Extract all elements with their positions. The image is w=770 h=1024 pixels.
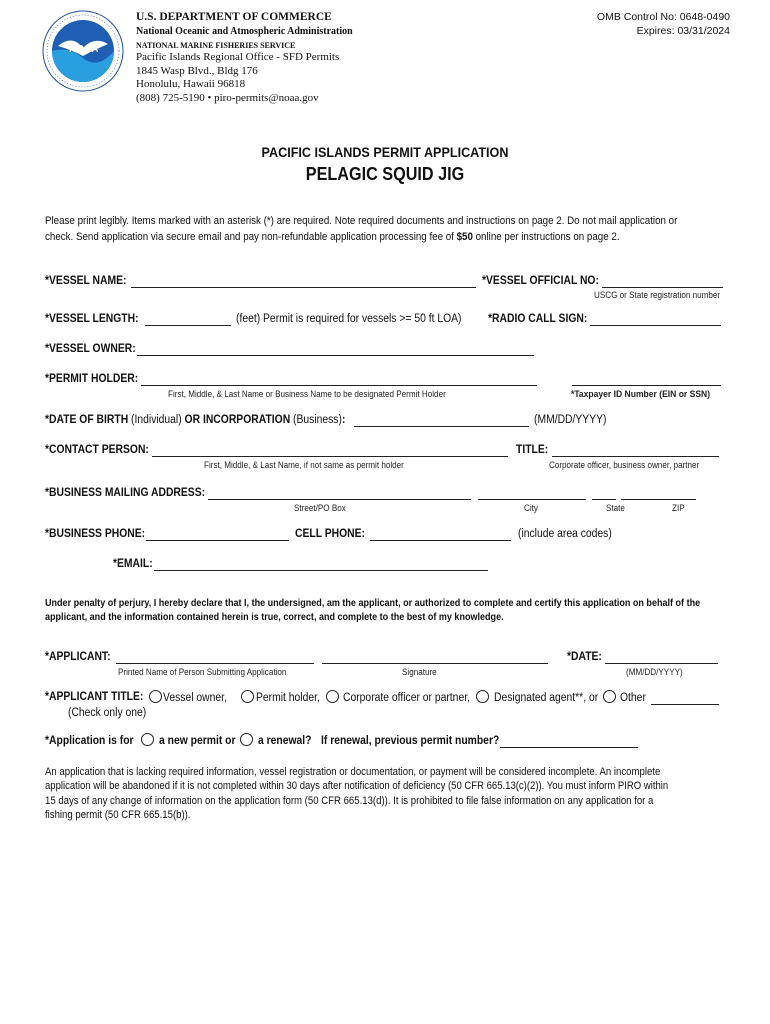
omb-expires: Expires: 03/31/2024 [636, 25, 730, 37]
other-option: Other [620, 692, 646, 704]
vessel-length-note: (feet) Permit is required for vessels >= 50 ft LOA) [236, 313, 462, 325]
date-label: *DATE: [567, 651, 602, 663]
application-for-label: *Application is for [45, 735, 134, 747]
office-contact: (808) 725-5190 • piro-permits@noaa.gov [136, 92, 319, 104]
applicant-printed-name-input[interactable] [116, 649, 314, 664]
city-note: City [524, 503, 538, 513]
other-radio[interactable] [603, 690, 616, 703]
noaa-logo [42, 10, 124, 92]
corporate-officer-radio[interactable] [326, 690, 339, 703]
title-label: TITLE: [516, 444, 549, 456]
state-input[interactable] [592, 485, 616, 500]
contact-person-note: First, Middle, & Last Name, if not same as permit holder [204, 460, 404, 470]
applicant-title-label: *APPLICANT TITLE: [45, 691, 144, 703]
vessel-owner-input[interactable] [137, 341, 534, 356]
renewal-option: a renewal? [258, 735, 312, 747]
footer-line-2: application will be abandoned if it is not completed within 30 days after notification of deficiency (50 CFR 665.13(c)(2)). You must inform PIRO within [45, 780, 669, 792]
signature-note: Signature [402, 667, 437, 677]
vessel-owner-option: Vessel owner, [163, 692, 227, 704]
office-name: Pacific Islands Regional Office - SFD Permits [136, 51, 340, 63]
date-format-note: (MM/DD/YYYY) [626, 667, 683, 677]
vessel-official-no-input[interactable] [602, 273, 723, 288]
office-address-1: 1845 Wasp Blvd., Bldg 176 [136, 65, 258, 77]
date-input[interactable] [605, 649, 718, 664]
radio-call-sign-label: *RADIO CALL SIGN: [488, 313, 588, 325]
dob-label [45, 414, 345, 426]
contact-person-label: *CONTACT PERSON: [45, 444, 149, 456]
dob-label-d: (Business) [290, 414, 342, 426]
dob-label-a: *DATE OF BIRTH [45, 414, 129, 426]
footer-line-1: An application that is lacking required information, vessel registration or documentation, or payment will be considered incomplete. An incomplete [45, 766, 661, 778]
city-input[interactable] [478, 485, 586, 500]
street-note: Street/PO Box [294, 503, 346, 513]
uscg-note: USCG or State registration number [594, 290, 721, 300]
corporate-officer-option: Corporate officer or partner, [343, 692, 470, 704]
fee-amount: $50 [456, 231, 473, 243]
state-note: State [606, 503, 625, 513]
permit-holder-note: First, Middle, & Last Name or Business Name to be designated Permit Holder [168, 389, 446, 399]
form-subtitle: PELAGIC SQUID JIG [305, 164, 465, 184]
declaration-line-1: Under penalty of perjury, I hereby declare that I, the undersigned, am the applicant, or authorized to complete and certify this application on behalf of the [45, 597, 701, 609]
vessel-length-label: *VESSEL LENGTH: [45, 313, 139, 325]
business-phone-input[interactable] [146, 526, 289, 541]
intro-line-2 [45, 231, 620, 243]
agency-name: National Oceanic and Atmospheric Administration [136, 26, 353, 37]
contact-person-input[interactable] [152, 442, 508, 457]
omb-control: OMB Control No: 0648-0490 [596, 11, 730, 23]
permit-holder-option: Permit holder, [256, 692, 320, 704]
taxpayer-id-label: *Taxpayer ID Number (EIN or SSN) [571, 389, 711, 400]
other-title-input[interactable] [651, 690, 719, 705]
permit-holder-input[interactable] [141, 371, 537, 386]
dob-label-c: OR INCORPORATION [184, 414, 291, 426]
mailing-address-label: *BUSINESS MAILING ADDRESS: [45, 487, 206, 499]
zip-input[interactable] [621, 485, 696, 500]
footer-line-4: fishing permit (50 CFR 665.15(b)). [45, 809, 191, 821]
designated-agent-option: Designated agent**, or [494, 692, 599, 704]
intro-line-2-b: online per instructions on page 2. [472, 231, 620, 243]
vessel-name-input[interactable] [131, 273, 476, 288]
service-name: NATIONAL MARINE FISHERIES SERVICE [136, 41, 296, 50]
previous-permit-label: If renewal, previous permit number? [321, 735, 500, 747]
printed-name-note: Printed Name of Person Submitting Application [118, 667, 287, 677]
permit-holder-label: *PERMIT HOLDER: [45, 373, 139, 385]
check-only-one: (Check only one) [68, 707, 147, 719]
radio-call-sign-input[interactable] [590, 311, 721, 326]
office-address-2: Honolulu, Hawaii 96818 [136, 78, 246, 90]
dob-input[interactable] [354, 412, 529, 427]
dob-format: (MM/DD/YYYY) [534, 414, 607, 426]
dob-label-colon: : [341, 414, 346, 426]
cell-phone-label: CELL PHONE: [295, 528, 365, 540]
new-permit-radio[interactable] [141, 733, 154, 746]
vessel-owner-label: *VESSEL OWNER: [45, 343, 136, 355]
dept-name: U.S. DEPARTMENT OF COMMERCE [136, 11, 332, 23]
vessel-owner-radio[interactable] [149, 690, 162, 703]
intro-line-1: Please print legibly. Items marked with an asterisk (*) are required. Note required documents and instructions on page 2. Do not mail application or [45, 215, 678, 227]
noaa-logo-text: NOAA [69, 44, 99, 55]
vessel-official-no-label: *VESSEL OFFICIAL NO: [482, 275, 599, 287]
cell-phone-input[interactable] [370, 526, 511, 541]
dob-label-b: (Individual) [128, 414, 185, 426]
business-phone-label: *BUSINESS PHONE: [45, 528, 146, 540]
applicant-label: *APPLICANT: [45, 651, 111, 663]
previous-permit-input[interactable] [500, 733, 638, 748]
area-codes-note: (include area codes) [518, 528, 612, 540]
renewal-radio[interactable] [240, 733, 253, 746]
taxpayer-id-input[interactable] [572, 371, 721, 386]
zip-note: ZIP [672, 503, 685, 513]
footer-line-3: 15 days of any change of information on the application form (50 CFR 665.13(d)). It is prohibited to file false information on any application for a [45, 795, 654, 807]
email-input[interactable] [154, 556, 488, 571]
intro-line-2-a: check. Send application via secure email and pay non-refundable application processing fee of [45, 231, 457, 243]
permit-holder-radio[interactable] [241, 690, 254, 703]
email-label: *EMAIL: [113, 558, 153, 570]
new-permit-option: a new permit or [159, 735, 236, 747]
vessel-length-input[interactable] [145, 311, 231, 326]
title-note: Corporate officer, business owner, partner [549, 460, 700, 470]
designated-agent-radio[interactable] [476, 690, 489, 703]
declaration-line-2: applicant, and the information contained herein is true, correct, and complete to the best of my knowledge. [45, 611, 504, 623]
street-input[interactable] [208, 485, 471, 500]
applicant-signature-input[interactable] [322, 649, 548, 664]
form-title: PACIFIC ISLANDS PERMIT APPLICATION [261, 144, 509, 160]
vessel-name-label: *VESSEL NAME: [45, 275, 127, 287]
title-input[interactable] [552, 442, 719, 457]
